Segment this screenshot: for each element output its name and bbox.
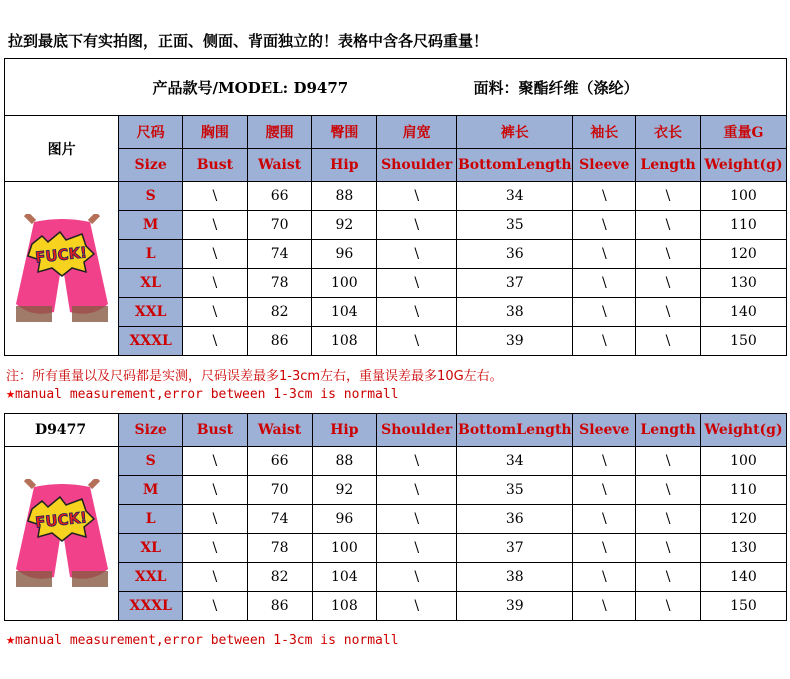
table-cell: \ — [573, 182, 636, 211]
table-cell: 140 — [700, 298, 786, 327]
table-cell: 39 — [457, 327, 573, 356]
table-cell: 86 — [247, 327, 312, 356]
picture-label: 图片 — [5, 116, 119, 182]
table-row — [5, 534, 787, 563]
header2-en-bottomlength: BottomLength — [457, 414, 573, 447]
note-en-text-2: manual measurement,error between 1-3cm is normall — [15, 633, 399, 648]
table-cell: \ — [377, 563, 457, 592]
note-en-text: manual measurement,error between 1-3cm is normall — [15, 387, 399, 402]
table-cell: 100 — [700, 447, 786, 476]
table-cell: 35 — [457, 476, 573, 505]
header-en-size: Size — [119, 149, 183, 182]
table-cell: \ — [377, 592, 457, 621]
top-note: 拉到最底下有实拍图，正面、侧面、背面独立的！表格中含各尺码重量！ — [8, 32, 489, 50]
table-cell: \ — [573, 327, 636, 356]
table-cell: 70 — [247, 476, 312, 505]
header-en-bottomlength: BottomLength — [457, 149, 573, 182]
header2-en-bust: Bust — [183, 414, 248, 447]
size-cell: XL — [119, 534, 183, 563]
table-cell: \ — [636, 327, 701, 356]
table-cell: \ — [636, 240, 701, 269]
size-cell: XXL — [119, 298, 183, 327]
table-cell: 108 — [312, 327, 377, 356]
table-cell: \ — [377, 534, 457, 563]
header-cn-length: 衣长 — [636, 116, 701, 149]
svg-text:FUCK!: FUCK! — [34, 507, 88, 532]
table-cell: \ — [377, 240, 457, 269]
table-cell: \ — [183, 298, 248, 327]
note-en-2 — [6, 630, 399, 648]
header-cn-sleeve: 袖长 — [573, 116, 636, 149]
table-cell: 37 — [457, 534, 573, 563]
table-cell: \ — [573, 534, 636, 563]
table-cell: \ — [636, 505, 701, 534]
table-cell: \ — [183, 505, 248, 534]
table-cell: 38 — [457, 563, 573, 592]
table-cell: 78 — [247, 534, 312, 563]
table-cell: \ — [636, 182, 701, 211]
table-cell: 120 — [700, 240, 786, 269]
note-cn: 注：所有重量以及尺码都是实测，尺码误差最多1-3cm左右，重量误差最多10G左右。 — [6, 369, 503, 384]
table-cell: \ — [573, 240, 636, 269]
size-cell: L — [119, 505, 183, 534]
table-cell: 74 — [247, 240, 312, 269]
table-cell: \ — [636, 534, 701, 563]
star-icon: ★ — [6, 384, 16, 402]
model-header-row — [5, 59, 787, 116]
size-cell: M — [119, 211, 183, 240]
table-row — [5, 182, 787, 211]
table-cell: \ — [573, 447, 636, 476]
table-cell: 36 — [457, 240, 573, 269]
table-cell: \ — [636, 563, 701, 592]
table-cell: \ — [183, 327, 248, 356]
header-cn-hip: 臀围 — [312, 116, 377, 149]
table-cell: 38 — [457, 298, 573, 327]
product-shorts-image — [12, 214, 112, 324]
size-cell: XXXL — [119, 592, 183, 621]
fabric-line: 面料：聚酯纤维（涤纶） — [473, 78, 639, 97]
table-row — [5, 563, 787, 592]
table-cell: \ — [377, 182, 457, 211]
table-cell: 130 — [700, 269, 786, 298]
table-cell: \ — [183, 240, 248, 269]
header-en-length: Length — [636, 149, 701, 182]
table-cell: 78 — [247, 269, 312, 298]
table-cell: 35 — [457, 211, 573, 240]
table-cell: 92 — [312, 211, 377, 240]
header-en-bust: Bust — [183, 149, 248, 182]
product-shorts-image — [12, 479, 112, 589]
table-cell: 92 — [312, 476, 377, 505]
table-cell: 37 — [457, 269, 573, 298]
table-row — [5, 592, 787, 621]
table-cell: 36 — [457, 505, 573, 534]
table-cell: 88 — [312, 182, 377, 211]
size-cell: XXL — [119, 563, 183, 592]
header-cn-waist: 腰围 — [247, 116, 312, 149]
table-cell: 150 — [700, 592, 786, 621]
table-cell: 108 — [312, 592, 377, 621]
table-cell: 66 — [247, 447, 312, 476]
table-cell: \ — [573, 298, 636, 327]
table-cell: \ — [636, 592, 701, 621]
size-cell: S — [119, 182, 183, 211]
header-en-shoulder: Shoulder — [377, 149, 457, 182]
table-cell: \ — [183, 211, 248, 240]
table-cell: \ — [183, 447, 248, 476]
model-line: 产品款号/MODEL: D9477 — [152, 78, 349, 97]
table-cell: \ — [183, 182, 248, 211]
table-cell: 104 — [312, 298, 377, 327]
table-cell: \ — [573, 505, 636, 534]
table-cell: 39 — [457, 592, 573, 621]
table-cell: \ — [573, 211, 636, 240]
table-cell: \ — [636, 476, 701, 505]
table-cell: 140 — [700, 563, 786, 592]
header2-en-weight: Weight(g) — [700, 414, 786, 447]
table-cell: \ — [183, 592, 248, 621]
header-en-weight: Weight(g) — [700, 149, 786, 182]
table-cell: 82 — [247, 563, 312, 592]
table-cell: \ — [377, 476, 457, 505]
table-cell: 96 — [312, 505, 377, 534]
table-row — [5, 240, 787, 269]
header-cn-bottomlength: 裤长 — [457, 116, 573, 149]
star-icon-2: ★ — [6, 630, 16, 648]
header-cn-bust: 胸围 — [183, 116, 248, 149]
table-cell: 70 — [247, 211, 312, 240]
table-cell: \ — [636, 298, 701, 327]
table-cell: 100 — [700, 182, 786, 211]
header2-en-length: Length — [636, 414, 701, 447]
table-cell: 110 — [700, 211, 786, 240]
header2-en-sleeve: Sleeve — [573, 414, 636, 447]
header-en-hip: Hip — [312, 149, 377, 182]
table-cell: 86 — [247, 592, 312, 621]
table-cell: \ — [573, 269, 636, 298]
table-cell: \ — [573, 592, 636, 621]
table-cell: \ — [636, 211, 701, 240]
table-cell: 150 — [700, 327, 786, 356]
table-row — [5, 476, 787, 505]
table-cell: 34 — [457, 447, 573, 476]
table-row — [5, 298, 787, 327]
table-cell: 110 — [700, 476, 786, 505]
header-en-waist: Waist — [247, 149, 312, 182]
table-cell: 66 — [247, 182, 312, 211]
size-table-1 — [4, 58, 787, 356]
table-cell: \ — [377, 505, 457, 534]
table-cell: 96 — [312, 240, 377, 269]
header-cn-size: 尺码 — [119, 116, 183, 149]
table-cell: 88 — [312, 447, 377, 476]
table1-picture-cell — [5, 182, 119, 356]
header-en-sleeve: Sleeve — [573, 149, 636, 182]
table-row — [5, 447, 787, 476]
header2-en-waist: Waist — [247, 414, 312, 447]
table-cell: 74 — [247, 505, 312, 534]
table-cell: \ — [377, 269, 457, 298]
table-cell: \ — [636, 269, 701, 298]
table-row — [5, 211, 787, 240]
table-cell: \ — [573, 563, 636, 592]
size-table-2 — [4, 413, 787, 621]
table-cell: \ — [377, 327, 457, 356]
table2-picture-cell — [5, 447, 119, 621]
table-row — [5, 327, 787, 356]
table-cell: 104 — [312, 563, 377, 592]
size-cell: L — [119, 240, 183, 269]
note-en-1 — [6, 384, 399, 402]
size-cell: M — [119, 476, 183, 505]
header-cn-shoulder: 肩宽 — [377, 116, 457, 149]
svg-text:FUCK!: FUCK! — [33, 242, 88, 267]
table-cell: \ — [377, 298, 457, 327]
size-cell: XXXL — [119, 327, 183, 356]
table-cell: \ — [377, 211, 457, 240]
table-cell: \ — [183, 269, 248, 298]
table-cell: 100 — [312, 269, 377, 298]
table-cell: \ — [377, 447, 457, 476]
header2-en-shoulder: Shoulder — [377, 414, 457, 447]
table-row — [5, 269, 787, 298]
table-cell: 130 — [700, 534, 786, 563]
model-code: D9477 — [5, 414, 119, 447]
header2-en-hip: Hip — [312, 414, 377, 447]
table-cell: \ — [183, 563, 248, 592]
table-cell: \ — [183, 534, 248, 563]
size-cell: S — [119, 447, 183, 476]
table-row — [5, 505, 787, 534]
table-cell: 120 — [700, 505, 786, 534]
table-cell: 34 — [457, 182, 573, 211]
header-cn-weight: 重量G — [700, 116, 786, 149]
table-cell: \ — [636, 447, 701, 476]
size-cell: XL — [119, 269, 183, 298]
header2-en-size: Size — [119, 414, 183, 447]
table-cell: 100 — [312, 534, 377, 563]
table-cell: 82 — [247, 298, 312, 327]
table-cell: \ — [573, 476, 636, 505]
table-cell: \ — [183, 476, 248, 505]
